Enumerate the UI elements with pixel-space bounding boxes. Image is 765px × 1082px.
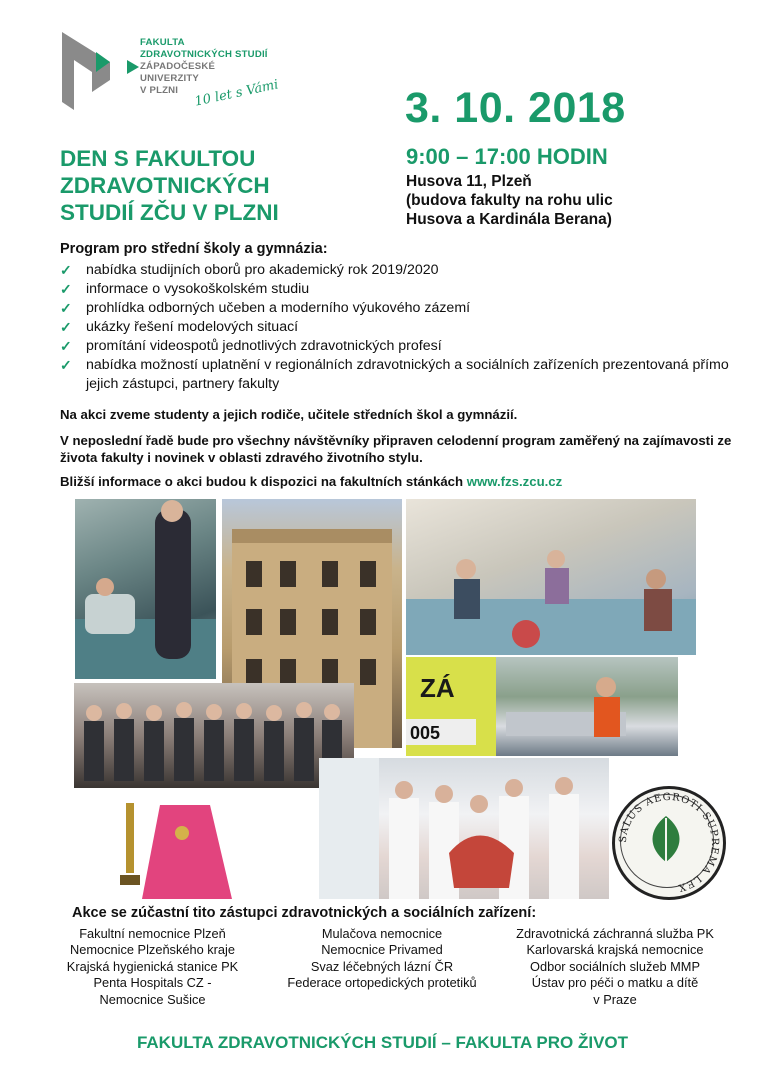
logo-line-2: ZDRAVOTNICKÝCH STUDIÍ	[140, 49, 268, 60]
representative-item: Mulačova nemocnice	[321, 926, 443, 941]
representative-item: Svaz léčebných lázní ČR	[310, 958, 454, 974]
address-line-2: (budova fakulty na rohu ulic	[406, 192, 613, 209]
event-title	[60, 145, 360, 226]
program-item: ✓ ukázky řešení modelových situací	[60, 319, 299, 335]
program-item: ✓ nabídka studijních oborů pro akademický rok 2019/2020	[60, 262, 439, 278]
representative-item: Karlovarská krajská nemocnice	[526, 942, 704, 958]
logo-line-3: ZÁPADOČESKÉ	[140, 61, 216, 72]
photo-staff-group	[74, 683, 354, 788]
logo-arrow-icon	[127, 60, 139, 74]
representative-item: Zdravotnická záchranná služba PK	[516, 926, 714, 941]
website-link[interactable]: www.fzs.zcu.cz	[466, 474, 563, 489]
ambulance-number-text: 005	[410, 723, 441, 743]
more-info-text: Bližší informace o akci budou k dispozici na fakultních stánkách	[60, 474, 464, 489]
representative-item: Ústav pro péči o matku a dítě	[531, 975, 699, 991]
representatives-column-1	[25, 926, 280, 1008]
representative-item: Penta Hospitals CZ -	[93, 975, 212, 991]
checkmark-icon: ✓	[60, 281, 72, 297]
event-hours: 9:00 – 17:00 HODIN	[406, 144, 608, 169]
program-item: ✓ nabídka možností uplatnění v regionálních zdravotnických a sociálních zařízeních prezentovaná přímo jejich zástupci, partnery fakulty	[60, 357, 729, 392]
checkmark-icon: ✓	[60, 319, 72, 335]
program-item: ✓ promítání videospotů jednotlivých zdravotnických profesí	[60, 338, 442, 354]
event-title-line-3: STUDIÍ ZČU V PLZNI	[60, 200, 279, 225]
photo-academic-gown	[120, 795, 240, 899]
serpent-leaf-icon	[644, 814, 688, 864]
address-line-1: Husova 11, Plzeň	[406, 173, 532, 190]
representative-item: v Praze	[593, 991, 637, 1007]
ambulance-plate-text: ZÁ	[420, 673, 455, 703]
checkmark-icon: ✓	[60, 357, 72, 373]
invite-paragraph: Na akci zveme studenty a jejich rodiče, učitele středních škol a gymnázií.	[60, 407, 518, 422]
representative-item: Odbor sociálních služeb MMP	[530, 958, 700, 974]
checkmark-icon: ✓	[60, 338, 72, 354]
representative-item: Nemocnice Plzeňského kraje	[69, 942, 236, 958]
program-item: ✓ informace o vysokoškolském studiu	[60, 281, 310, 297]
representative-item: Federace ortopedických protetiků	[287, 975, 477, 991]
event-title-line-2: ZDRAVOTNICKÝCH	[60, 173, 270, 198]
representative-item: Nemocnice Sušice	[99, 991, 206, 1007]
checkmark-icon: ✓	[60, 300, 72, 316]
faculty-logo-icon	[62, 32, 110, 110]
representatives-column-2	[262, 926, 502, 992]
footer-slogan: FAKULTA ZDRAVOTNICKÝCH STUDIÍ – FAKULTA PRO ŽIVOT	[136, 1033, 629, 1052]
more-info-paragraph	[60, 473, 740, 490]
photo-workshop-room	[406, 499, 696, 655]
photo-students-exhibit	[319, 758, 609, 899]
representatives-column-3	[490, 926, 740, 1008]
event-title-line-1: DEN S FAKULTOU	[60, 146, 256, 171]
photo-ambulance-demo	[406, 657, 678, 756]
representatives-heading: Akce se zúčastní tito zástupci zdravotnických a sociálních zařízení:	[72, 905, 537, 921]
representative-item: Nemocnice Privamed	[321, 942, 443, 958]
representative-item: Fakultní nemocnice Plzeň	[79, 926, 226, 941]
event-address	[406, 172, 613, 229]
representative-item: Krajská hygienická stanice PK	[66, 958, 239, 974]
logo-line-1: FAKULTA	[140, 37, 185, 48]
logo-line-4: UNIVERZITY	[140, 73, 200, 84]
logo-line-5: V PLZNI	[140, 85, 179, 96]
photo-students-classroom	[75, 499, 216, 679]
program-paragraph: V neposlední řadě bude pro všechny návštěvníky připraven celodenní program zaměřený na zajímavosti ze života fakulty i novinek v oblasti zdravého životního stylu.	[60, 433, 732, 465]
program-item: ✓ prohlídka odborných učeben a moderního výukového zázemí	[60, 300, 471, 316]
seal-text: SALUS AEGROTI SUPREMA LEX	[617, 791, 721, 894]
address-line-3: Husova a Kardinála Berana)	[406, 211, 612, 228]
program-heading: Program pro střední školy a gymnázia:	[60, 241, 328, 257]
event-date: 3. 10. 2018	[405, 84, 626, 132]
program-list	[60, 261, 740, 394]
anniversary-signature: 10 let s Vámi	[193, 77, 280, 110]
checkmark-icon: ✓	[60, 262, 72, 278]
